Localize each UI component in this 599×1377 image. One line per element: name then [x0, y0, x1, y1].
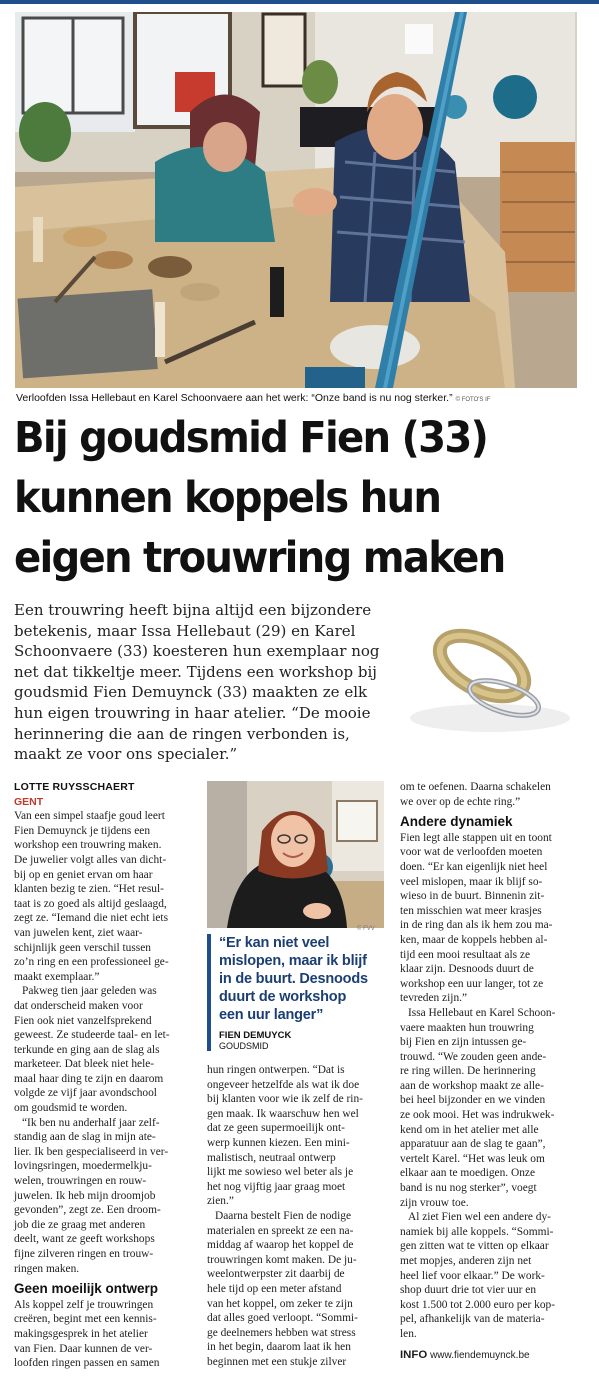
text-line: het nog vijftig jaar graag moet	[207, 1180, 346, 1193]
headline-line: kunnen koppels hun	[14, 473, 441, 523]
quote-line: duurt de workshop	[219, 989, 347, 1005]
text-line: middag af waarop het koppel de	[207, 1239, 354, 1252]
text-line: elkaar aan te moedigen. Onze	[400, 1167, 536, 1180]
text-line: creëren, begint met een kennis-	[14, 1313, 157, 1326]
text-line: gen zitten wat te vitten op elkaar	[400, 1240, 549, 1253]
text-line: juwelen. Ik heb mijn droomjob	[14, 1189, 156, 1202]
text-line: in het begin, daarom laat ik hen	[207, 1341, 351, 1354]
intro-line: herinnering die aan de ringen verbonden is,	[14, 724, 350, 743]
text-line: ge deelnemers hebben wat stress	[207, 1326, 356, 1339]
article-column-1	[14, 780, 200, 1371]
intro-line: maakt ze voor ons specialer.”	[14, 745, 238, 764]
paragraph	[14, 809, 200, 984]
text-line: loofden ringen passen en samen	[14, 1357, 160, 1370]
text-line: aan de workshop maakt ze alle-	[400, 1079, 544, 1092]
paragraph	[400, 831, 586, 1006]
text-line: volgde ze vijf jaar avondschool	[14, 1087, 157, 1100]
text-line: apparatuur aan de slag te gaan”,	[400, 1138, 546, 1151]
text-line: van juwelen kent, ziet waar-	[14, 926, 143, 939]
text-line: wieso in de buurt. Binnenin zit-	[400, 890, 545, 903]
photo-caption	[16, 392, 581, 404]
text-line: lovingsringen, moedermelkju-	[14, 1160, 152, 1173]
paragraph	[400, 1006, 586, 1210]
intro-line: net dat tikkeltje meer. Tijdens een workshop bij	[14, 662, 377, 681]
paragraph	[400, 1210, 586, 1341]
text-line: in de ring dan als ik hem zou ma-	[400, 919, 553, 932]
top-rule	[0, 0, 599, 4]
text-line: trouwringen komt maken. De ju-	[207, 1253, 357, 1266]
text-line: maakt exemplaar.”	[14, 970, 100, 983]
text-line: Al ziet Fien wel een andere dy-	[408, 1211, 551, 1224]
text-line: bei heel bijzonder en we vinden	[400, 1094, 546, 1107]
text-line: ken, maar de koppels hebben al-	[400, 933, 548, 946]
intro-line: Een trouwring heeft bijna altijd een bijzondere	[14, 601, 372, 619]
paragraph	[14, 1298, 200, 1371]
text-line: band is nu nog sterker”, voegt	[400, 1182, 537, 1195]
text-line: dat alles goed verloopt. “Sommi-	[207, 1312, 358, 1325]
text-line: Fien legt alle stappen uit en toont	[400, 831, 552, 844]
intro-line: Schoonvaere (33) koesteren hun exemplaar nog	[14, 642, 380, 661]
text-line: Issa Hellebaut en Karel Schoon-	[408, 1006, 556, 1019]
headline-line: eigen trouwring maken	[14, 533, 505, 583]
text-line: klanten bezig te zien. “Het resul-	[14, 883, 164, 896]
headline	[14, 408, 552, 588]
subheading: Andere dynamiek	[400, 814, 513, 830]
paragraph	[207, 1063, 393, 1209]
text-line: materialen en spreekt ze een na-	[207, 1224, 354, 1237]
text-line: “Ik ben nu anderhalf jaar zelf-	[22, 1116, 160, 1129]
rings-image	[400, 598, 585, 748]
info-url[interactable]: www.fiendemuynck.be	[430, 1349, 530, 1361]
text-line: pel, afhankelijk van de materia-	[400, 1313, 545, 1326]
text-line: vertelt Karel. “Het was leuk om	[400, 1152, 545, 1165]
text-line: fijne zilveren ringen en trouw-	[14, 1248, 154, 1260]
text-line: zegt ze. “Iemand die niet echt iets	[14, 912, 169, 925]
text-line: trouwd. “We zouden geen ande-	[400, 1050, 547, 1063]
intro-line: goudsmid Fien Demuynck (33) maakten ze elk	[14, 683, 368, 702]
text-line: klaar zijn. Desnoods duurt de	[400, 963, 534, 976]
text-line: gen maak. Ik waarschuw hen wel	[207, 1107, 359, 1120]
paragraph	[14, 1116, 200, 1277]
subheading: Geen moeilijk ontwerp	[14, 1281, 159, 1297]
headline-line: Bij goudsmid Fien (33)	[14, 413, 488, 463]
text-line: taat is zo goed als altijd geslaagd,	[14, 897, 167, 910]
quote-person: FIEN DEMUYCK	[219, 1030, 292, 1041]
text-line: makingsgesprek in het atelier	[14, 1327, 148, 1340]
intro-paragraph	[14, 600, 389, 765]
text-line: ze ook mooi. Het was indrukwek-	[400, 1109, 555, 1122]
text-line: Als koppel zelf je trouwringen	[14, 1298, 154, 1311]
text-line: terkunde en ging aan de slag als	[14, 1043, 160, 1056]
text-line: len.	[400, 1327, 417, 1340]
text-line: standig aan de slag in mijn ate-	[14, 1131, 156, 1144]
text-line: workshop een uur langer, tot ze	[400, 977, 544, 990]
article-column-2	[207, 1063, 393, 1369]
text-line: kost 1.500 tot 2.000 euro per kop-	[400, 1298, 556, 1311]
photo-credit: © FOTO'S IF	[455, 397, 491, 403]
text-line: van Fien. Daar kunnen de ver-	[14, 1342, 153, 1355]
text-line: bij op en geniet ervan om haar	[14, 868, 153, 881]
text-line: zijn vrouw toe.	[400, 1196, 469, 1209]
text-line: om te oefenen. Daarna schakelen	[400, 781, 551, 793]
paragraph	[207, 1209, 393, 1370]
text-line: job die ze graag met anderen	[14, 1218, 146, 1231]
intro-line: betekenis, maar Issa Hellebaut (29) en Karel	[14, 621, 356, 640]
inset-photo-credit: © FVV	[357, 926, 375, 932]
text-line: werp kunnen kiezen. Een mini-	[207, 1136, 350, 1149]
quote-line: mislopen, maar ik blijf	[219, 953, 367, 969]
text-line: geweest. Ze studeerde taal- en let-	[14, 1029, 170, 1042]
text-line: shop duurt drie tot vier uur en	[400, 1284, 537, 1297]
text-line: schijnlijk geen verschil tussen	[14, 941, 151, 954]
text-line: vaere maakten hun trouwring	[400, 1021, 534, 1034]
text-line: doen. “Er kan eigenlijk niet heel	[400, 860, 548, 873]
text-line: weelontwerpster zit daarbij de	[207, 1268, 345, 1281]
byline-author: LOTTE RUYSSCHAERT	[14, 781, 135, 793]
quote-line: in de buurt. Desnoods	[219, 971, 368, 987]
text-line: lier. Ik ben gespecialiseerd in ver-	[14, 1145, 169, 1158]
text-line: deelt, want ze geeft workshops	[14, 1233, 155, 1246]
pull-quote	[207, 934, 397, 1051]
text-line: welen, trouwringen en rouw-	[14, 1175, 147, 1188]
text-line: beginnen met een stukje zilver	[207, 1355, 347, 1368]
text-line: met mopjes, anderen zijn net	[400, 1255, 532, 1267]
text-line: marketeer. Dat bleek niet hele-	[14, 1058, 155, 1071]
text-line: kend om in het atelier met alle	[400, 1123, 539, 1136]
text-line: Fien Demuynck je tijdens een	[14, 824, 151, 837]
text-line: we over op de echte ring.”	[400, 795, 521, 808]
quote-line: “Er kan niet veel	[219, 935, 330, 951]
text-line: Daarna bestelt Fien de nodige	[215, 1209, 352, 1222]
text-line: lijkt me sowieso wel beter als je	[207, 1166, 354, 1179]
text-line: van het koppel, om zeker te zijn	[207, 1297, 353, 1310]
quote-role: GOUDSMID	[219, 1041, 269, 1051]
text-line: heel lief voor elkaar.” De work-	[400, 1269, 545, 1282]
caption-text: Verloofden Issa Hellebaut en Karel Schoonvaere aan het werk: “Onze band is nu nog sterker.”	[16, 392, 453, 404]
text-line: Pakweg tien jaar geleden was	[22, 985, 157, 998]
info-line	[400, 1348, 586, 1364]
text-line: ringen maken.	[14, 1262, 80, 1275]
inset-photo	[207, 781, 384, 928]
text-line: Fien ook niet vanzelfsprekend	[14, 1014, 152, 1027]
intro-line: hun eigen trouwring in haar atelier. “De mooie	[14, 703, 371, 722]
text-line: bij Fien en zijn intussen ge-	[400, 1036, 527, 1049]
text-line: hun ringen ontwerpen. “Dat is	[207, 1064, 345, 1076]
text-line: voor wat de verloofden moeten	[400, 846, 543, 859]
text-line: De juwelier volgt alles van dicht-	[14, 853, 167, 866]
quote-line: een uur langer”	[219, 1007, 324, 1023]
text-line: gevonden”, zegt ze. Een droom-	[14, 1204, 161, 1217]
text-line: re ring willen. De herinnering	[400, 1065, 536, 1078]
info-label: INFO	[400, 1348, 428, 1361]
text-line: zo’n ring en een professioneel ge-	[14, 956, 169, 969]
text-line: bij klanten voor wie ik zelf de rin-	[207, 1093, 363, 1106]
text-line: namiek bij alle koppels. “Sommi-	[400, 1225, 554, 1238]
text-line: tevreden zijn.”	[400, 992, 468, 1005]
text-line: zien.”	[207, 1195, 234, 1208]
text-line: dat ze geen supermoeilijk ont-	[207, 1122, 345, 1135]
article-column-3	[400, 780, 586, 1363]
text-line: Van een simpel staafje goud leert	[14, 810, 165, 823]
text-line: tijd een mooi resultaat als ze	[400, 948, 530, 961]
text-line: malistisch, neutraal ontwerp	[207, 1151, 336, 1164]
paragraph	[400, 780, 586, 809]
main-photo	[15, 12, 577, 388]
text-line: om goudsmid te worden.	[14, 1102, 128, 1115]
text-line: ongeveer hetzelfde als wat ik doe	[207, 1078, 360, 1091]
text-line: hele tijd op een meter afstand	[207, 1282, 342, 1295]
text-line: workshop een trouwring maken.	[14, 839, 162, 852]
text-line: veel mislopen, maar ik blijf so-	[400, 875, 543, 888]
byline-place: GENT	[14, 795, 44, 808]
text-line: ten misschien wat meer krasjes	[400, 904, 542, 917]
text-line: maal haar ding te zijn en daarom	[14, 1072, 164, 1085]
text-line: dat onderscheid maken voor	[14, 999, 143, 1012]
paragraph	[14, 984, 200, 1115]
